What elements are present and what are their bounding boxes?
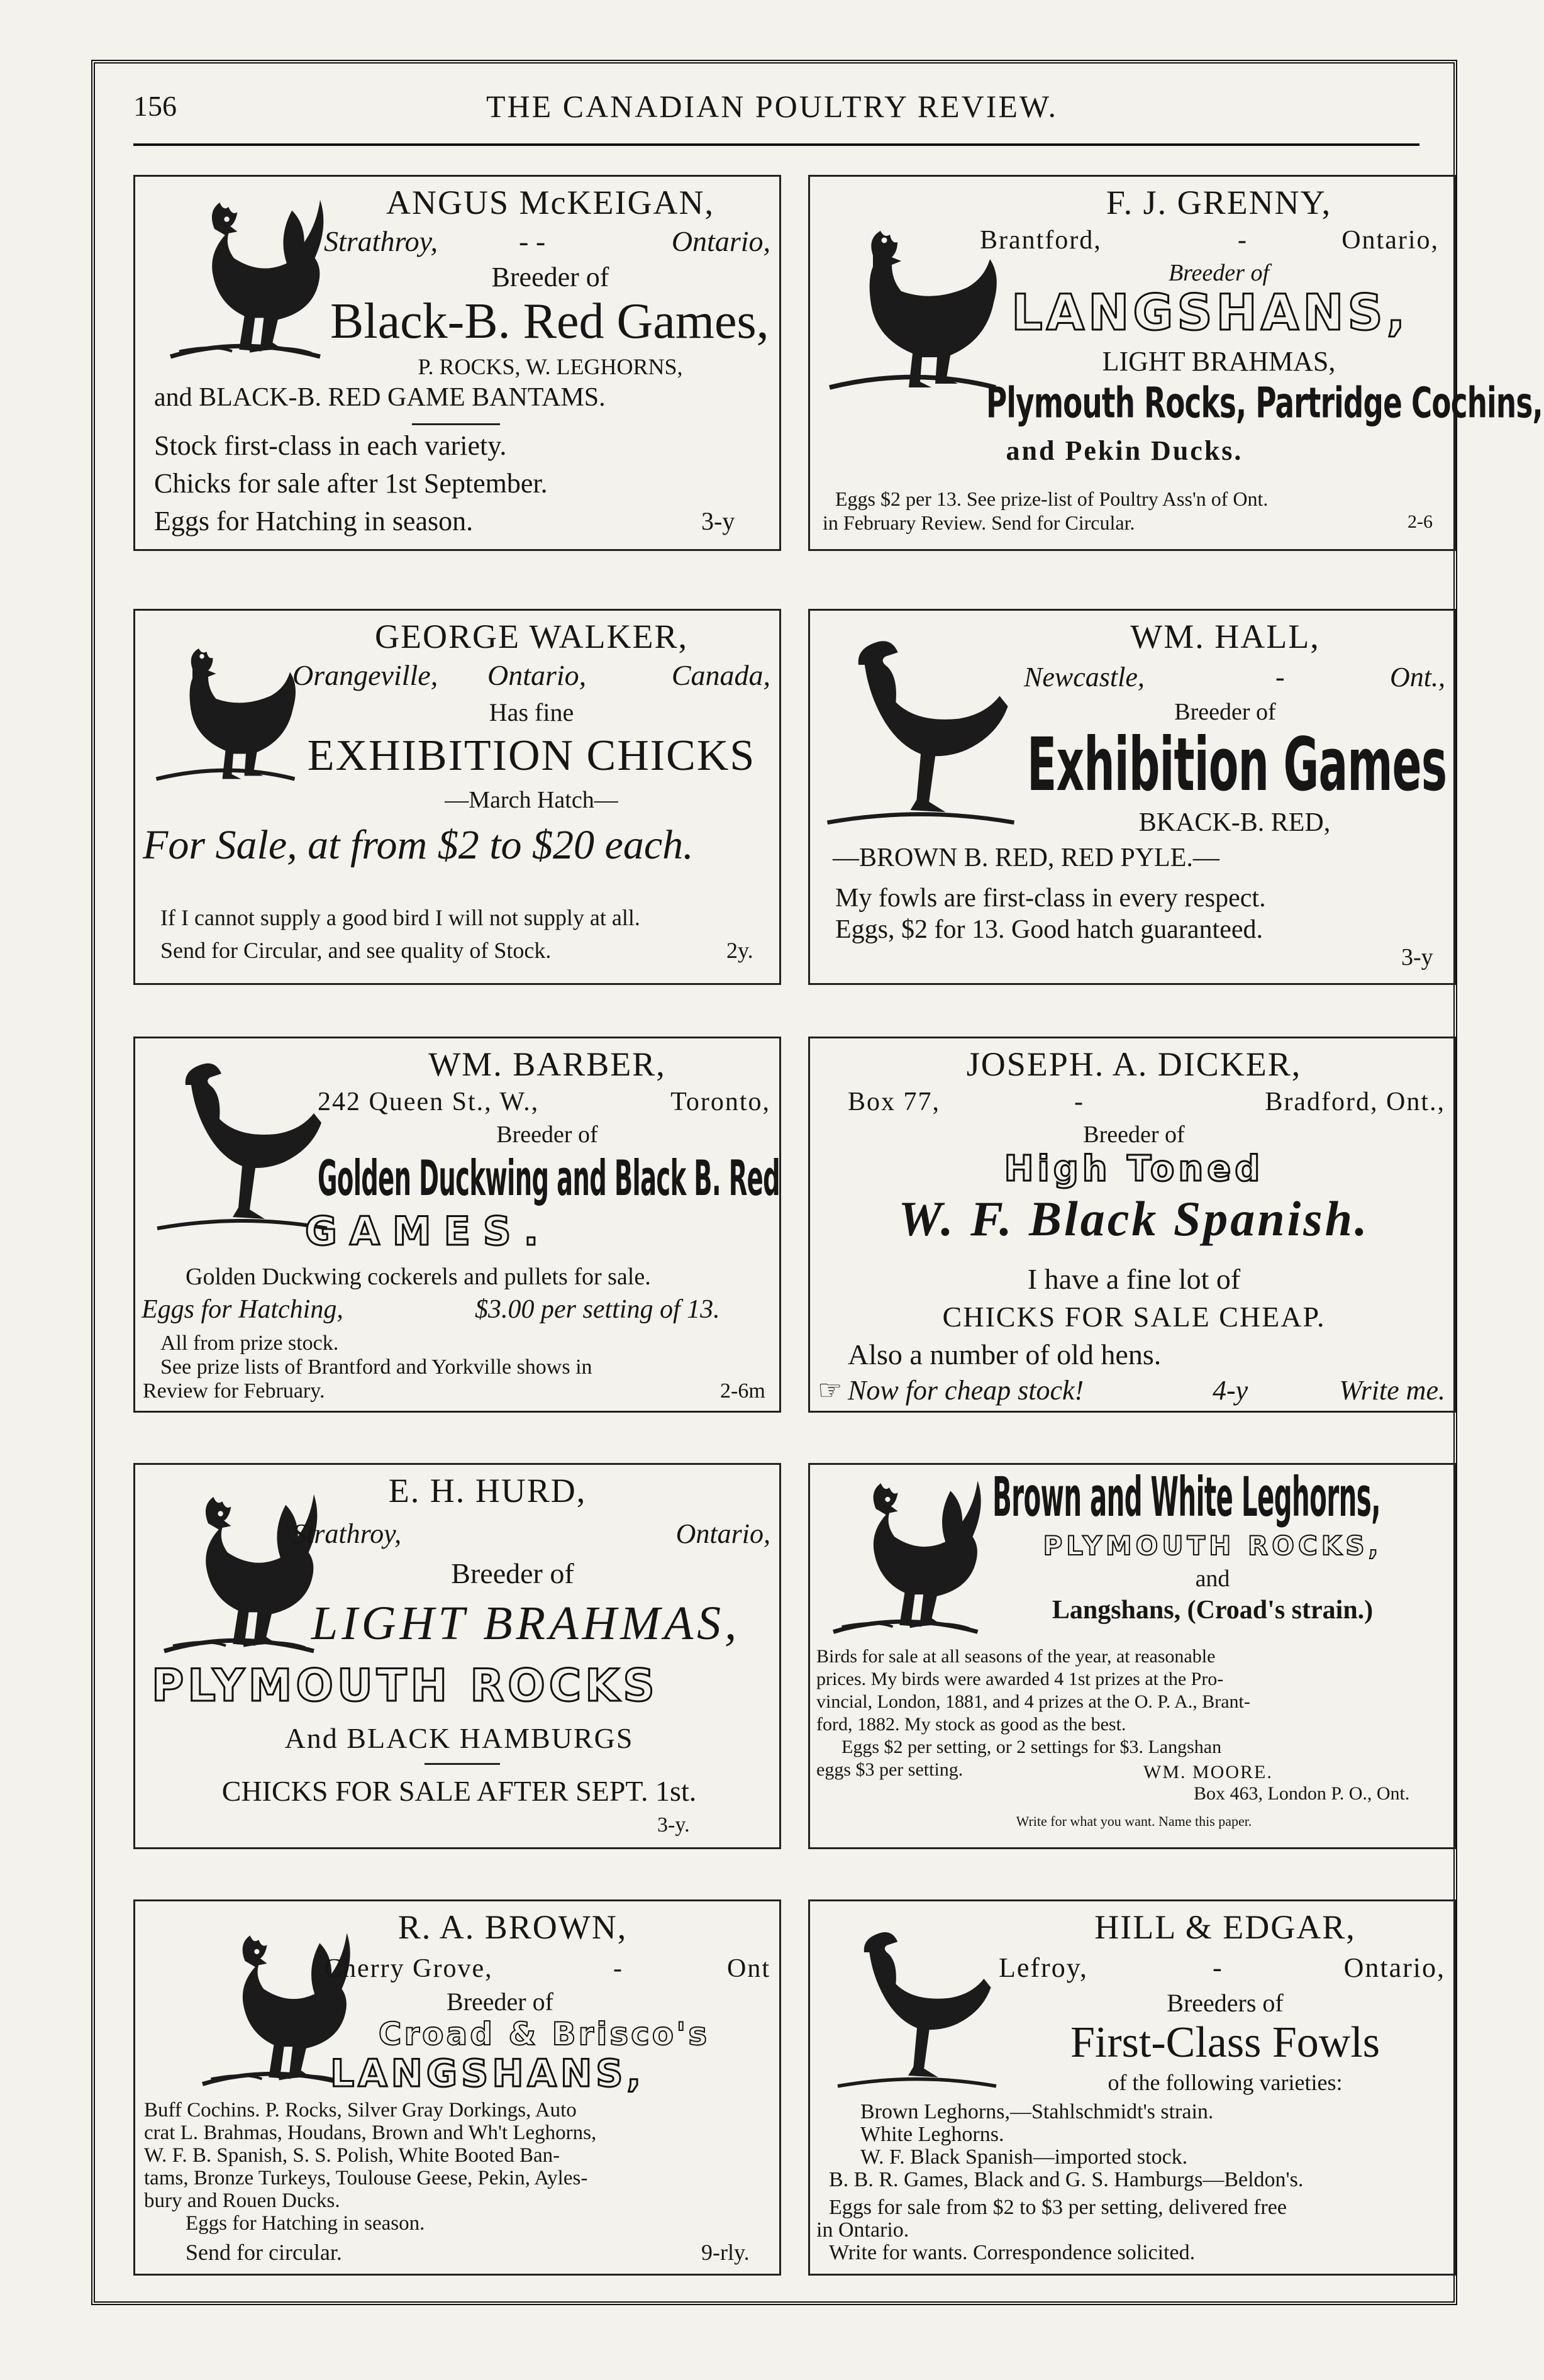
advertiser-name: HILL & EDGAR, bbox=[1094, 1908, 1356, 1946]
ad-price-line: $3.00 per setting of 13. bbox=[475, 1295, 720, 1324]
pointing-hand-icon: ☞ bbox=[818, 1375, 843, 1406]
separator-dash: - bbox=[1275, 662, 1285, 692]
ad-body-line: Brown Leghorns,—Stahlschmidt's strain. bbox=[860, 2100, 1214, 2123]
ad-fj-grenny bbox=[808, 175, 1543, 551]
ad-code: 4-y bbox=[1213, 1375, 1248, 1406]
advertiser-name: E. H. HURD, bbox=[388, 1472, 587, 1510]
ad-varieties-line: and Pekin Ducks. bbox=[1006, 435, 1243, 466]
ad-varieties: P. ROCKS, W. LEGHORNS, bbox=[418, 354, 683, 379]
ad-headline-breed: LANGSHANS, bbox=[330, 2052, 645, 2096]
ad-body-line: Stock first-class in each variety. bbox=[154, 430, 507, 461]
rooster-icon bbox=[147, 1477, 323, 1666]
advertiser-province: Ont bbox=[727, 1954, 770, 1983]
ad-body-line: W. F. Black Spanish—imported stock. bbox=[860, 2145, 1188, 2169]
gamecock-icon bbox=[148, 1047, 336, 1236]
ad-hill-edgar bbox=[808, 1899, 1456, 2276]
ad-body-line: My fowls are first-class in every respect. bbox=[835, 884, 1266, 913]
ad-eh-hurd bbox=[133, 1463, 781, 1849]
ad-varieties: Langshans, (Croad's strain.) bbox=[1052, 1596, 1374, 1625]
ad-body-line: prices. My birds were awarded 4 1st prizes at the Pro- bbox=[816, 1669, 1224, 1689]
advertiser-province: Ontario, bbox=[487, 659, 587, 691]
ad-wm-barber bbox=[133, 1037, 781, 1413]
ad-subheadline: —March Hatch— bbox=[445, 787, 618, 813]
advertiser-place: Strathroy, bbox=[292, 1518, 402, 1549]
ad-headline: Brown and White Leghorns, bbox=[992, 1465, 1380, 1529]
ad-varieties-line: and BLACK-B. RED GAME BANTAMS. bbox=[154, 383, 606, 412]
ad-body-line: If I cannot supply a good bird I will not supply at all. bbox=[160, 905, 640, 930]
ad-body-line: Birds for sale at all seasons of the year, at reasonable bbox=[816, 1646, 1216, 1667]
ad-code: 3-y bbox=[1401, 944, 1433, 970]
ad-varieties: And BLACK HAMBURGS bbox=[284, 1722, 634, 1754]
ad-body-line: ford, 1882. My stock as good as the best. bbox=[816, 1714, 1126, 1735]
separator-dash: - bbox=[613, 1954, 622, 1983]
and-label: and bbox=[1195, 1565, 1230, 1592]
ad-body-line: Eggs for Hatching in season. bbox=[154, 506, 474, 537]
breeder-of-label: Breeders of bbox=[1167, 1989, 1284, 2017]
ad-body-line: Also a number of old hens. bbox=[848, 1338, 1162, 1371]
ad-body-line: Eggs for sale from $2 to $3 per setting, delivered free bbox=[829, 2196, 1287, 2219]
ad-body-line: Golden Duckwing cockerels and pullets for sale. bbox=[186, 1264, 651, 1290]
separator-dash: - bbox=[1213, 1952, 1222, 1983]
breeder-of-label: Breeder of bbox=[1083, 1121, 1185, 1148]
rooster-icon bbox=[816, 202, 1005, 403]
ad-headline: EXHIBITION CHICKS bbox=[307, 731, 756, 780]
rooster-icon bbox=[153, 183, 329, 372]
ad-body-line: Chicks for sale after 1st September. bbox=[154, 468, 548, 499]
advertiser-province: Ontario, bbox=[675, 1518, 770, 1549]
ad-george-walker bbox=[133, 609, 781, 985]
ad-headline: LIGHT BRAHMAS, bbox=[311, 1597, 741, 1650]
breeder-of-label: Breeder of bbox=[451, 1557, 574, 1589]
advertiser-place: Brantford, bbox=[980, 226, 1102, 255]
ad-code: 3-y bbox=[701, 507, 735, 535]
ad-body-line: See prize lists of Brantford and Yorkville shows in bbox=[160, 1355, 592, 1379]
ad-body-line: W. F. B. Spanish, S. S. Polish, White Booted Ban- bbox=[144, 2144, 560, 2167]
advertiser-province: Ontario, bbox=[1341, 226, 1439, 255]
ad-footer: Send for circular. bbox=[186, 2240, 342, 2265]
has-fine-label: Has fine bbox=[489, 698, 574, 726]
ad-body-line: CHICKS FOR SALE CHEAP. bbox=[942, 1301, 1326, 1333]
breeder-of-label: Breeder of bbox=[1168, 260, 1270, 286]
ad-body-line: Write for wants. Correspondence solicited. bbox=[829, 2241, 1196, 2264]
page-number: 156 bbox=[133, 90, 177, 122]
ad-body-line: Send for Circular, and see quality of Stock. bbox=[160, 938, 552, 963]
advertiser-name: WM. BARBER, bbox=[428, 1045, 666, 1083]
ad-body-line: I have a fine lot of bbox=[1027, 1263, 1241, 1295]
advertiser-province: Toronto, bbox=[670, 1087, 770, 1116]
ad-body-line: Eggs $2 per 13. See prize-list of Poultry Ass'n of Ont. bbox=[835, 487, 1269, 510]
header-rule bbox=[133, 143, 1419, 146]
ad-headline: Black-B. Red Games, bbox=[330, 294, 769, 349]
ad-wm-hall bbox=[808, 609, 1456, 985]
ad-headline: High Toned bbox=[1004, 1148, 1264, 1189]
advertiser-place: Box 77, bbox=[848, 1087, 941, 1116]
ad-body-line: in February Review. Send for Circular. bbox=[823, 511, 1135, 534]
ad-body-line: crat L. Brahmas, Houdans, Brown and Wh't Leghorns, bbox=[144, 2121, 597, 2144]
ad-subheadline: of the following varieties: bbox=[1108, 2070, 1343, 2095]
ad-body-line: Eggs for Hatching in season. bbox=[186, 2212, 425, 2235]
ad-body-line: White Leghorns. bbox=[860, 2123, 1004, 2146]
rooster-icon bbox=[816, 1467, 986, 1643]
ad-body-line: tams, Bronze Turkeys, Toulouse Geese, Pekin, Ayles- bbox=[144, 2167, 588, 2189]
ad-headline-games: GAMES. bbox=[305, 1208, 552, 1254]
breeder-of-label: Breeder of bbox=[447, 1988, 553, 2016]
advertiser-province: Ontario, bbox=[671, 225, 770, 257]
advertiser-place: Newcastle, bbox=[1024, 662, 1145, 692]
ad-joseph-dicker bbox=[808, 1037, 1456, 1413]
gamecock-icon bbox=[814, 623, 1028, 831]
advertiser-place: 242 Queen St., W., bbox=[318, 1087, 540, 1116]
advertiser-place: Lefroy, bbox=[999, 1952, 1088, 1983]
advertiser-name: GEORGE WALKER, bbox=[375, 618, 688, 655]
ad-ra-brown bbox=[133, 1899, 781, 2276]
breeder-of-label: Breeder of bbox=[491, 262, 609, 292]
ad-code: 3-y. bbox=[657, 1813, 690, 1837]
ad-varieties-line: —BROWN B. RED, RED PYLE.— bbox=[833, 843, 1219, 872]
advertiser-name: WM. MOORE. bbox=[1143, 1762, 1273, 1782]
advertiser-address: Box 463, London P. O., Ont. bbox=[1194, 1783, 1410, 1804]
ad-body-line: Eggs, $2 for 13. Good hatch guaranteed. bbox=[835, 915, 1263, 944]
ad-hatching-line: Eggs for Hatching, bbox=[142, 1295, 343, 1324]
ad-body-line: bury and Rouen Ducks. bbox=[144, 2189, 340, 2212]
advertiser-province: Bradford, Ont., bbox=[1265, 1087, 1445, 1116]
ad-code: 2-6m bbox=[720, 1379, 765, 1403]
ad-headline-breed: W. F. Black Spanish. bbox=[898, 1191, 1370, 1246]
advertiser-name: ANGUS McKEIGAN, bbox=[386, 184, 714, 221]
ad-body-line: CHICKS FOR SALE AFTER SEPT. 1st. bbox=[221, 1775, 697, 1807]
ad-body-line: All from prize stock. bbox=[160, 1332, 339, 1355]
running-head: THE CANADIAN POULTRY REVIEW. bbox=[486, 89, 1058, 124]
hen-icon bbox=[145, 630, 303, 787]
ad-headline: Golden Duckwing and Black B. Red bbox=[318, 1149, 780, 1207]
advertiser-place: Cherry Grove, bbox=[324, 1954, 493, 1983]
ad-varieties: LIGHT BRAHMAS, bbox=[1102, 346, 1336, 377]
ad-headline-breed: PLYMOUTH ROCKS bbox=[152, 1660, 658, 1711]
ad-footer-left: Now for cheap stock! bbox=[848, 1375, 1084, 1406]
advertiser-province: Ontario, bbox=[1343, 1952, 1445, 1983]
advertiser-name: WM. HALL, bbox=[1130, 618, 1320, 655]
advertiser-province: Ont., bbox=[1390, 662, 1445, 692]
ad-code: 9-rly. bbox=[701, 2240, 750, 2265]
ad-body-line: B. B. R. Games, Black and G. S. Hamburgs—Beldon's. bbox=[829, 2168, 1304, 2191]
ad-angus-mckeigan bbox=[133, 175, 781, 551]
breeder-of-label: Breeder of bbox=[496, 1121, 598, 1148]
ad-body-line: in Ontario. bbox=[816, 2218, 909, 2242]
advertiser-name: R. A. BROWN, bbox=[397, 1908, 628, 1946]
ad-footer: Write for what you want. Name this paper. bbox=[1016, 1813, 1252, 1829]
ad-footer-right: Write me. bbox=[1339, 1375, 1445, 1406]
advertiser-country: Canada, bbox=[671, 659, 770, 691]
advertiser-name: JOSEPH. A. DICKER, bbox=[966, 1045, 1302, 1083]
ad-price-line: For Sale, at from $2 to $20 each. bbox=[143, 822, 694, 868]
ad-code: 2y. bbox=[726, 938, 753, 963]
ad-body-line: Review for February. bbox=[143, 1379, 325, 1403]
ad-subheadline: PLYMOUTH ROCKS, bbox=[1043, 1530, 1382, 1561]
breeder-of-label: Breeder of bbox=[1174, 699, 1276, 725]
ad-headline: Croad & Brisco's bbox=[378, 2016, 710, 2052]
advertiser-place: Strathroy, bbox=[324, 225, 438, 257]
ad-body-line: eggs $3 per setting. bbox=[816, 1759, 964, 1780]
separator-dash: - bbox=[1074, 1087, 1083, 1116]
ad-code: 2-6 bbox=[1408, 511, 1433, 532]
ad-wm-moore bbox=[808, 1463, 1456, 1849]
ad-body-line: Eggs $2 per setting, or 2 settings for $3. Langshan bbox=[841, 1737, 1222, 1757]
ad-varieties: BKACK-B. RED, bbox=[1138, 808, 1331, 837]
separator-dash: - - bbox=[519, 225, 546, 257]
advertiser-name: F. J. GRENNY, bbox=[1106, 184, 1332, 221]
ad-body-line: vincial, London, 1881, and 4 prizes at the O. P. A., Brant- bbox=[816, 1691, 1250, 1712]
advertiser-place: Orangeville, bbox=[292, 659, 438, 691]
separator-dash: - bbox=[1238, 226, 1247, 255]
ad-body-line: Buff Cochins. P. Rocks, Silver Gray Dorkings, Auto bbox=[144, 2099, 577, 2121]
ad-headline: LANGSHANS, bbox=[1011, 285, 1409, 342]
ad-varieties-bold: Plymouth Rocks, Partridge Cochins, bbox=[986, 378, 1543, 428]
gamecock-icon bbox=[829, 1914, 1005, 2096]
ad-headline: First-Class Fowls bbox=[1070, 2018, 1380, 2067]
ad-headline: Exhibition Games bbox=[1027, 721, 1447, 808]
